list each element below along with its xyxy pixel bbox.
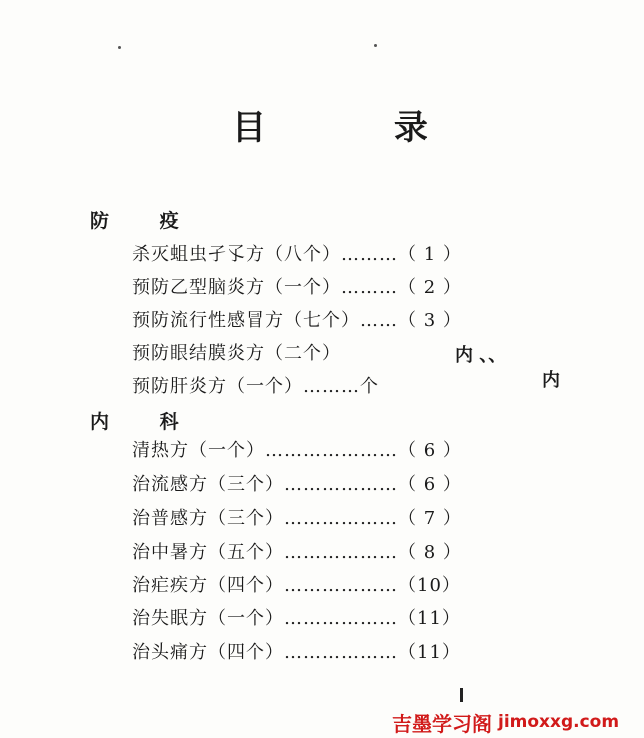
site-watermark (392, 706, 644, 738)
toc-entry: 预防乙型脑炎方（一个）………（ 2 ） (132, 277, 462, 298)
toc-entry: 杀灭蛆虫孑孓方（八个）………（ 1 ） (132, 244, 462, 265)
toc-entry: 预防眼结膜炎方（二个） (132, 343, 341, 364)
toc-entry: 治普感方（三个）………………（ 7 ） (132, 508, 462, 529)
section-heading-neike: 内 科 (90, 411, 201, 433)
stray-mark: 内 、、 (455, 345, 507, 366)
toc-entry: 治流感方（三个）………………（ 6 ） (132, 474, 462, 495)
toc-entry: 治中暑方（五个）………………（ 8 ） (132, 542, 462, 563)
watermark-site-name: 吉墨学习阁 (392, 711, 492, 736)
scan-speck (118, 46, 121, 49)
scan-mark (460, 688, 463, 702)
toc-entry: 治头痛方（四个）………………（11） (132, 642, 461, 663)
toc-entry: 预防肝炎方（一个）………个 (132, 376, 379, 397)
toc-entry: 清热方（一个）…………………（ 6 ） (132, 440, 462, 461)
toc-entry: 治疟疾方（四个）………………（10） (132, 575, 461, 596)
stray-mark: 内 (542, 370, 560, 391)
page-title: 目 录 (232, 108, 486, 148)
section-heading-fangyi: 防 疫 (90, 210, 201, 232)
scan-speck (374, 44, 377, 47)
watermark-site-url: jimoxxg.com (498, 712, 620, 732)
toc-entry: 预防流行性感冒方（七个）……（ 3 ） (132, 310, 462, 331)
toc-entry: 治失眠方（一个）………………（11） (132, 608, 461, 629)
